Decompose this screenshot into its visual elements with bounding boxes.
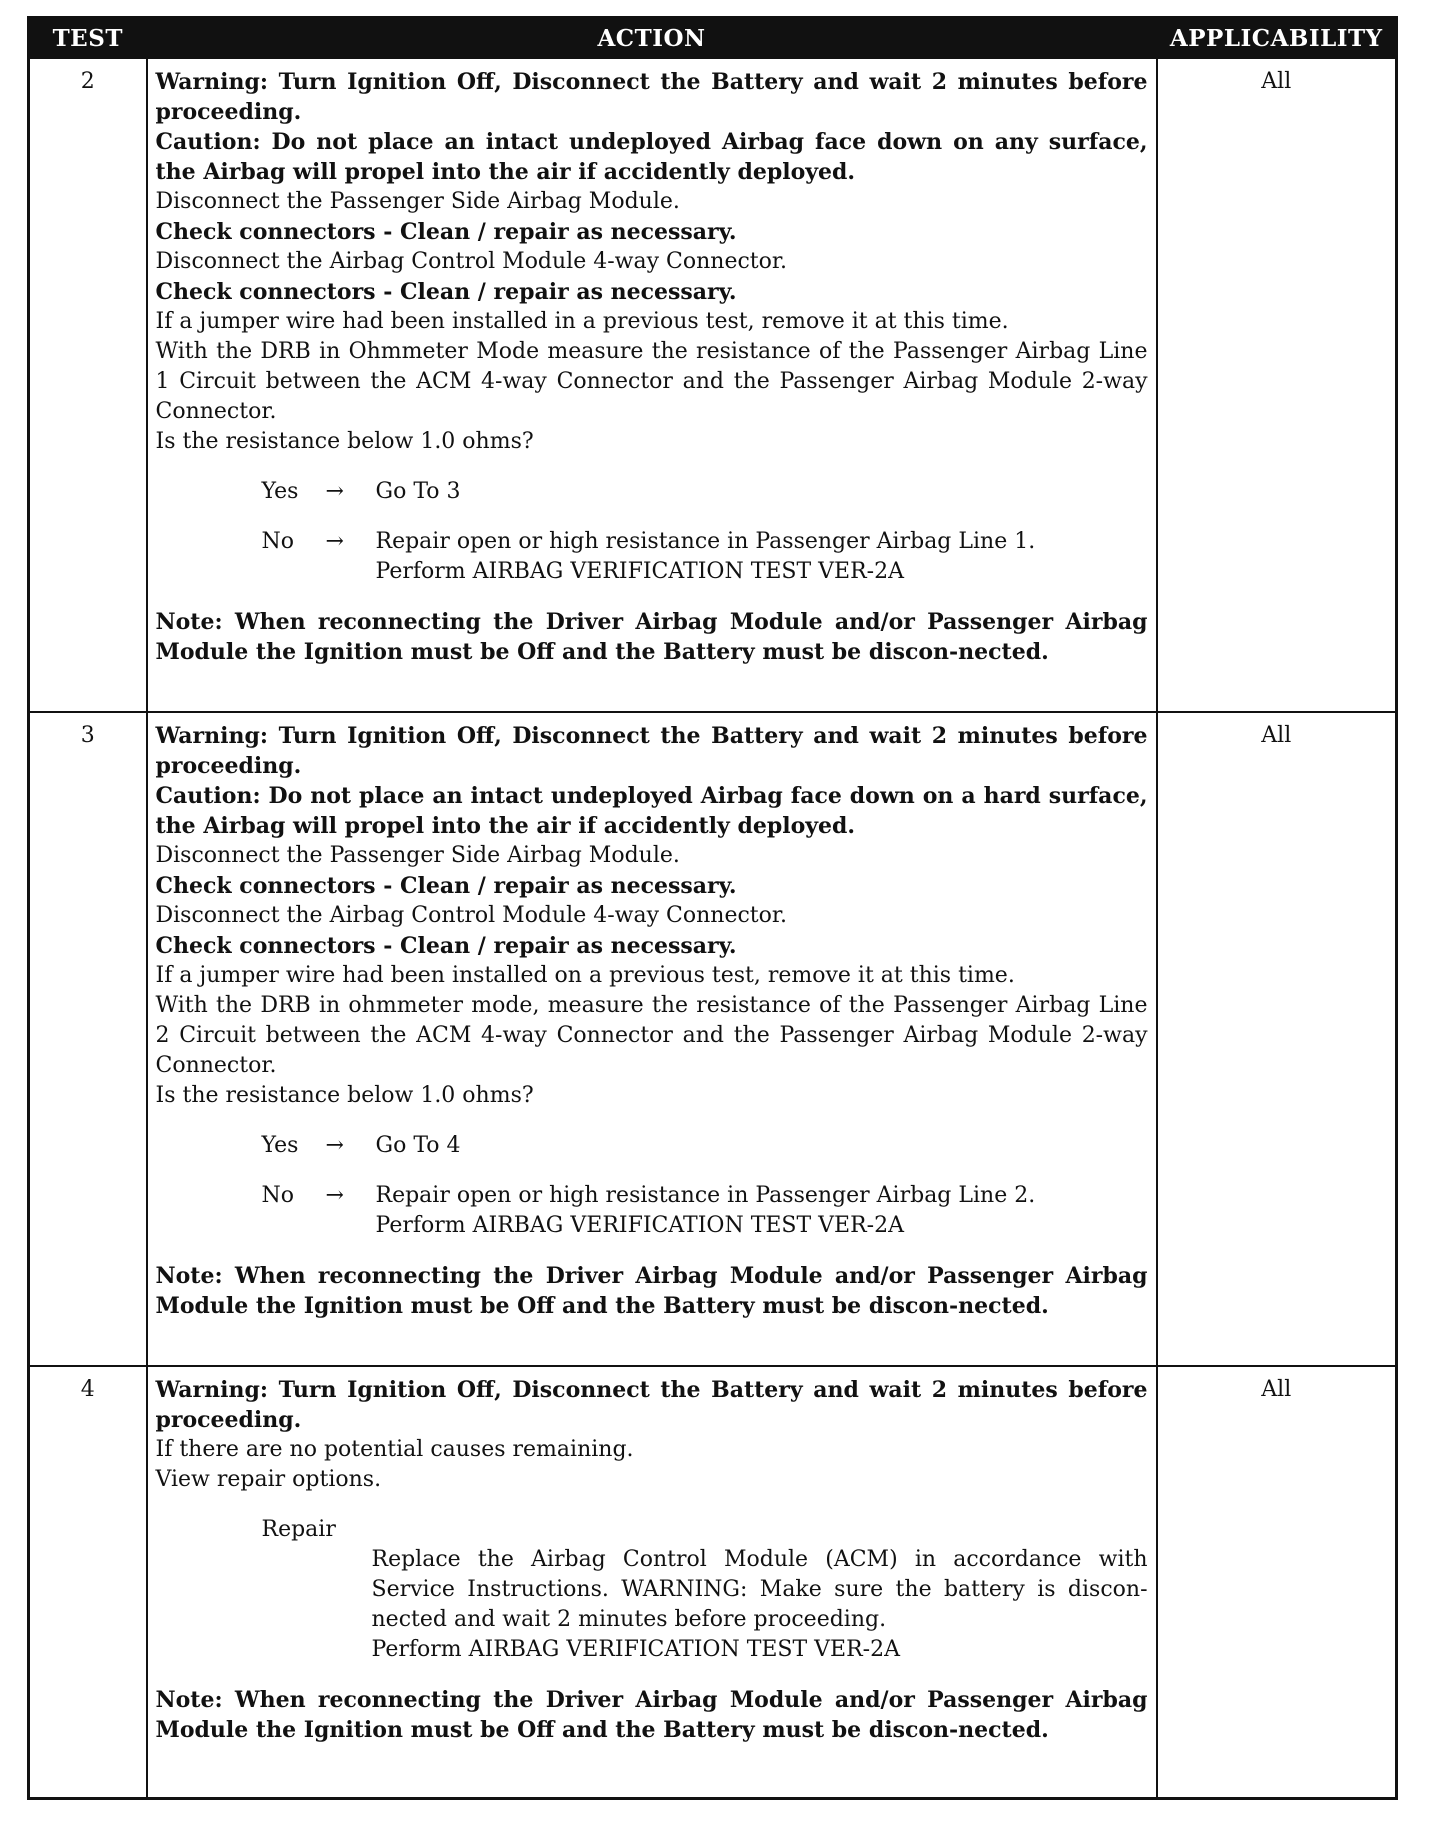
- no-label: No: [261, 1183, 294, 1208]
- step-text: If there are no potential causes remaining.: [155, 1437, 634, 1462]
- no-branch: [156, 527, 1148, 587]
- warning-text: Warning: Turn Ignition Off, Disconnect the Battery and wait 2 minutes before proceeding.: [155, 1377, 1148, 1433]
- step-text: Disconnect the Airbag Control Module 4-way Connector.: [155, 903, 787, 928]
- table-row-test-3: [29, 712, 1397, 1366]
- test-table: [27, 16, 1398, 1800]
- question-text: Is the resistance below 1.0 ohms?: [155, 1083, 534, 1108]
- check-text: Check connectors - Clean / repair as necessary.: [155, 933, 737, 959]
- diagnostic-document: [27, 16, 1395, 1800]
- yes-branch: [156, 1131, 1148, 1161]
- no-perform-text: Perform AIRBAG VERIFICATION TEST VER-2A: [375, 1213, 904, 1238]
- step-text: If a jumper wire had been installed on a previous test, remove it at this time.: [155, 963, 1015, 988]
- no-perform-text: Perform AIRBAG VERIFICATION TEST VER-2A: [375, 559, 904, 584]
- arrow-icon: →: [325, 1133, 344, 1158]
- step-text: With the DRB in Ohmmeter Mode measure the resistance of the Passenger Airbag Line 1 Circuit between the ACM 4-way Connector and the Passenger Airbag Module 2-way Connector.: [155, 339, 1148, 424]
- check-text: Check connectors - Clean / repair as necessary.: [155, 873, 737, 899]
- repair-perform-text: Perform AIRBAG VERIFICATION TEST VER-2A: [371, 1637, 900, 1662]
- action-cell: [147, 58, 1157, 712]
- header-action: ACTION: [147, 18, 1157, 59]
- repair-label: Repair: [261, 1517, 336, 1542]
- yes-label: Yes: [261, 1133, 299, 1158]
- no-action: [376, 527, 1148, 587]
- header-test: TEST: [29, 18, 147, 59]
- warning-text: Warning: Turn Ignition Off, Disconnect the Battery and wait 2 minutes before proceeding.: [155, 69, 1148, 125]
- step-text: Disconnect the Passenger Side Airbag Module.: [155, 189, 680, 214]
- arrow-icon: →: [325, 479, 344, 504]
- no-branch: [156, 1181, 1148, 1241]
- note-text: Note: When reconnecting the Driver Airbag Module and/or Passenger Airbag Module the Ignition must be Off and the Battery must be discon-nected.: [155, 1263, 1148, 1319]
- question-text: Is the resistance below 1.0 ohms?: [155, 429, 534, 454]
- test-number: 2: [29, 58, 147, 712]
- check-text: Check connectors - Clean / repair as necessary.: [155, 279, 737, 305]
- table-header-row: [29, 18, 1397, 59]
- note-text: Note: When reconnecting the Driver Airbag Module and/or Passenger Airbag Module the Ignition must be Off and the Battery must be discon-nected.: [155, 1687, 1148, 1743]
- test-number: 4: [29, 1366, 147, 1799]
- warning-text: Warning: Turn Ignition Off, Disconnect the Battery and wait 2 minutes before proceeding.: [155, 723, 1148, 779]
- table-row-test-4: [29, 1366, 1397, 1799]
- step-text: With the DRB in ohmmeter mode, measure the resistance of the Passenger Airbag Line 2 Circuit between the ACM 4-way Connector and the Passenger Airbag Module 2-way Connector.: [155, 993, 1148, 1078]
- arrow-icon: →: [325, 529, 344, 554]
- step-text: Disconnect the Passenger Side Airbag Module.: [155, 843, 680, 868]
- step-text: Disconnect the Airbag Control Module 4-way Connector.: [155, 249, 787, 274]
- yes-goto: Go To 4: [375, 1133, 461, 1158]
- table-row-test-2: [29, 58, 1397, 712]
- yes-branch: [156, 477, 1148, 507]
- action-cell: [147, 1366, 1157, 1799]
- action-cell: [147, 712, 1157, 1366]
- no-label: No: [261, 529, 294, 554]
- yes-goto: Go To 3: [375, 479, 461, 504]
- no-action: [376, 1181, 1148, 1241]
- repair-instructions: Replace the Airbag Control Module (ACM) in accordance with Service Instructions. WARNING: Make sure the battery is discon-nected and wait 2 minutes before proceeding.: [371, 1547, 1148, 1632]
- arrow-icon: →: [325, 1183, 344, 1208]
- check-text: Check connectors - Clean / repair as necessary.: [155, 219, 737, 245]
- no-repair-text: Repair open or high resistance in Passenger Airbag Line 2.: [375, 1183, 1036, 1208]
- test-number: 3: [29, 712, 147, 1366]
- yes-label: Yes: [261, 479, 299, 504]
- applicability-value: All: [1157, 1366, 1397, 1799]
- caution-text: Caution: Do not place an intact undeployed Airbag face down on a hard surface, the Airbag will propel into the air if accidently deployed.: [155, 783, 1148, 839]
- header-applicability: APPLICABILITY: [1157, 18, 1397, 59]
- applicability-value: All: [1157, 58, 1397, 712]
- step-text: If a jumper wire had been installed in a previous test, remove it at this time.: [155, 309, 1009, 334]
- applicability-value: All: [1157, 712, 1397, 1366]
- no-repair-text: Repair open or high resistance in Passenger Airbag Line 1.: [375, 529, 1036, 554]
- note-text: Note: When reconnecting the Driver Airbag Module and/or Passenger Airbag Module the Ignition must be Off and the Battery must be discon-nected.: [155, 609, 1148, 665]
- caution-text: Caution: Do not place an intact undeployed Airbag face down on any surface, the Airbag will propel into the air if accidently deployed.: [155, 129, 1148, 185]
- step-text: View repair options.: [155, 1467, 382, 1492]
